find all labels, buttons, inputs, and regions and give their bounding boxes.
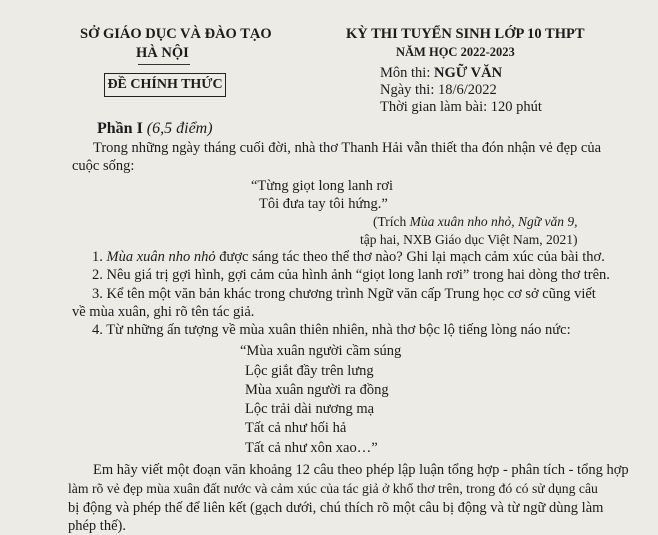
subject-value: NGỮ VĂN	[433, 65, 503, 81]
question-1-text: được sáng tác theo thể thơ nào? Ghi lại mạch cảm xúc của bài thơ.	[215, 249, 605, 265]
question-3-line-2: về mùa xuân, ghi rõ tên tác giả.	[72, 304, 255, 320]
quote2-line-2: Lộc giắt đầy trên lưng	[245, 363, 374, 379]
question-1	[92, 249, 605, 266]
task-line-1: Em hãy viết một đoạn văn khoảng 12 câu theo phép lập luận tổng hợp - phân tích - tổng hợp	[93, 462, 629, 478]
question-3-line-1: 3. Kể tên một văn bản khác trong chương trình Ngữ văn cấp Trung học cơ sở cũng viết	[92, 286, 596, 302]
school-year: NĂM HỌC 2022-2023	[396, 45, 515, 59]
quote1-line-1: “Từng giọt long lanh rơi	[251, 178, 393, 194]
intro-line-2: cuộc sống:	[72, 158, 135, 174]
quote2-line-6: Tất cả như xôn xao…”	[245, 440, 378, 456]
source-line-2: tập hai, NXB Giáo dục Việt Nam, 2021)	[360, 232, 578, 247]
question-4: 4. Từ những ấn tượng về mùa xuân thiên nhiên, nhà thơ bộc lộ tiếng lòng náo nức:	[92, 322, 571, 338]
exam-date: Ngày thi: 18/6/2022	[380, 82, 497, 98]
official-exam-stamp	[104, 73, 226, 97]
quote1-line-2: Tôi đưa tay tôi hứng.”	[259, 196, 388, 212]
source-line-1	[373, 214, 578, 230]
source-work: Mùa xuân nho nhỏ, Ngữ văn 9,	[409, 214, 578, 229]
exam-title: KỲ THI TUYỂN SINH LỚP 10 THPT	[346, 26, 585, 42]
task-line-3: bị động và phép thế để liên kết (gạch dưới, chú thích rõ một câu bị động và từ ngữ dùng làm	[68, 500, 604, 516]
quote2-line-1: “Mùa xuân người cầm súng	[240, 343, 402, 359]
part-title: Phần I	[97, 120, 143, 137]
subject-line	[380, 65, 502, 82]
city-underline	[138, 64, 190, 65]
task-line-4: phép thế).	[68, 518, 126, 534]
exam-duration: Thời gian làm bài: 120 phút	[380, 99, 542, 115]
quote2-line-5: Tất cả như hối hả	[245, 420, 347, 436]
source-prefix: (Trích	[373, 214, 410, 229]
question-1-number: 1.	[92, 249, 107, 265]
question-1-work: Mùa xuân nho nhỏ	[106, 249, 216, 265]
task-line-2: làm rõ vẻ đẹp mùa xuân đất nước và cảm xúc của tác giả ở khổ thơ trên, trong đó có sử dụng câu	[68, 481, 598, 496]
part-points: (6,5 điểm)	[146, 120, 213, 137]
part-heading	[97, 120, 213, 138]
quote2-line-4: Lộc trải dài nương mạ	[245, 401, 375, 417]
question-2: 2. Nêu giá trị gợi hình, gợi cảm của hình ảnh “giọt long lanh rơi” trong hai dòng thơ trên.	[92, 267, 610, 283]
quote2-line-3: Mùa xuân người ra đồng	[245, 382, 389, 398]
city-name: HÀ NỘI	[136, 45, 189, 61]
department-name: SỞ GIÁO DỤC VÀ ĐÀO TẠO	[80, 26, 272, 42]
subject-label: Môn thi:	[380, 65, 434, 81]
official-exam-label: ĐỀ CHÍNH THỨC	[107, 77, 223, 92]
intro-line-1: Trong những ngày tháng cuối đời, nhà thơ Thanh Hải vẫn thiết tha đón nhận vẻ đẹp của	[93, 140, 602, 156]
